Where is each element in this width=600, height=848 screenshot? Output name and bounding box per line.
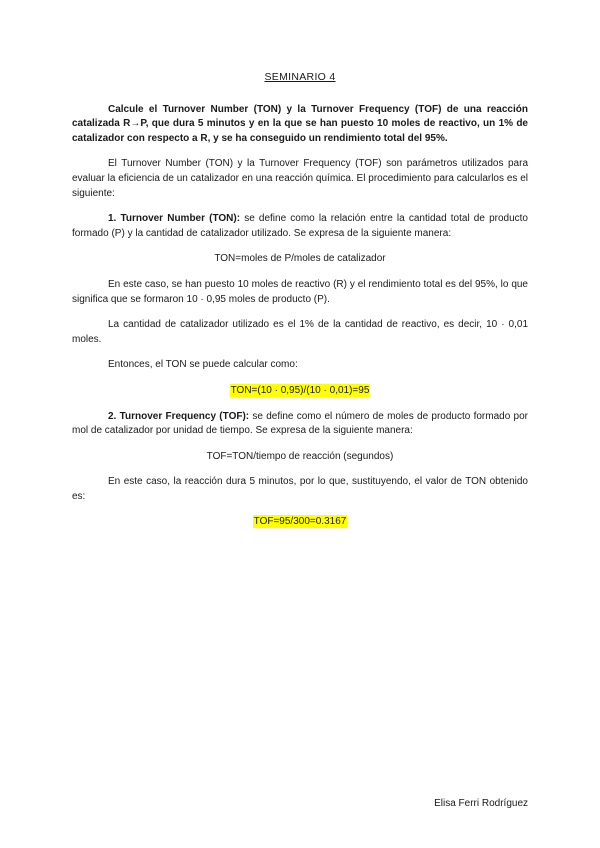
ton-calc-intro: Entonces, el TON se puede calcular como: [108,359,298,371]
ton-heading: 1. Turnover Number (TON): [108,213,241,225]
page-title: SEMINARIO 4 [264,71,336,83]
intro-paragraph: El Turnover Number (TON) y la Turnover Frequency (TOF) son parámetros utilizados para evaluar la eficiencia de un catalizador en una reacción química. El procedimiento para calcularlos es el siguiente: [72,158,528,199]
tof-definition-text: se define como el número de moles de producto formado por mol de catalizador por unidad de tiempo. Se expresa de la siguiente manera: [72,410,528,437]
author-footer: Elisa Ferri Rodríguez [434,798,528,809]
ton-formula: TON=moles de P/moles de catalizador [214,253,386,265]
catalyst-amount-paragraph: La cantidad de catalizador utilizado es el 1% de la cantidad de reactivo, es decir, 10 · 0,01 moles. [72,319,528,345]
tof-heading: 2. Turnover Frequency (TOF): [108,410,250,422]
document-body [72,70,528,541]
tof-result-line [72,515,528,530]
tof-formula: TOF=TON/tiempo de reacción (segundos) [206,450,394,462]
ton-definition-paragraph [72,212,528,241]
ton-result-line [72,384,528,399]
ton-definition-text: se define como la relación entre la cantidad total de producto formado (P) y la cantidad de catalizador utilizado. Se expresa de la siguiente manera: [72,213,528,239]
tof-case-paragraph: En este caso, la reacción dura 5 minutos, por lo que, sustituyendo, el valor de TON obtenido es: [72,476,528,502]
ton-result-highlight: TON=(10 · 0,95)/(10 · 0,01)=95 [230,384,370,396]
ton-case-paragraph: En este caso, se han puesto 10 moles de reactivo (R) y el rendimiento total es del 95%, lo que significa que se formaron 10 · 0,95 moles de producto (P). [72,278,528,305]
tof-result-highlight: TOF=95/300=0.3167 [253,516,347,528]
question-paragraph: Calcule el Turnover Number (TON) y la Turnover Frequency (TOF) de una reacción catalizada R→P, que dura 5 minutos y en la que se han puesto 10 moles de reactivo, un 1% de catalizador con respecto a R, y se ha conseguido un rendimiento total del 95%. [72,103,528,144]
tof-definition-paragraph [72,410,528,439]
